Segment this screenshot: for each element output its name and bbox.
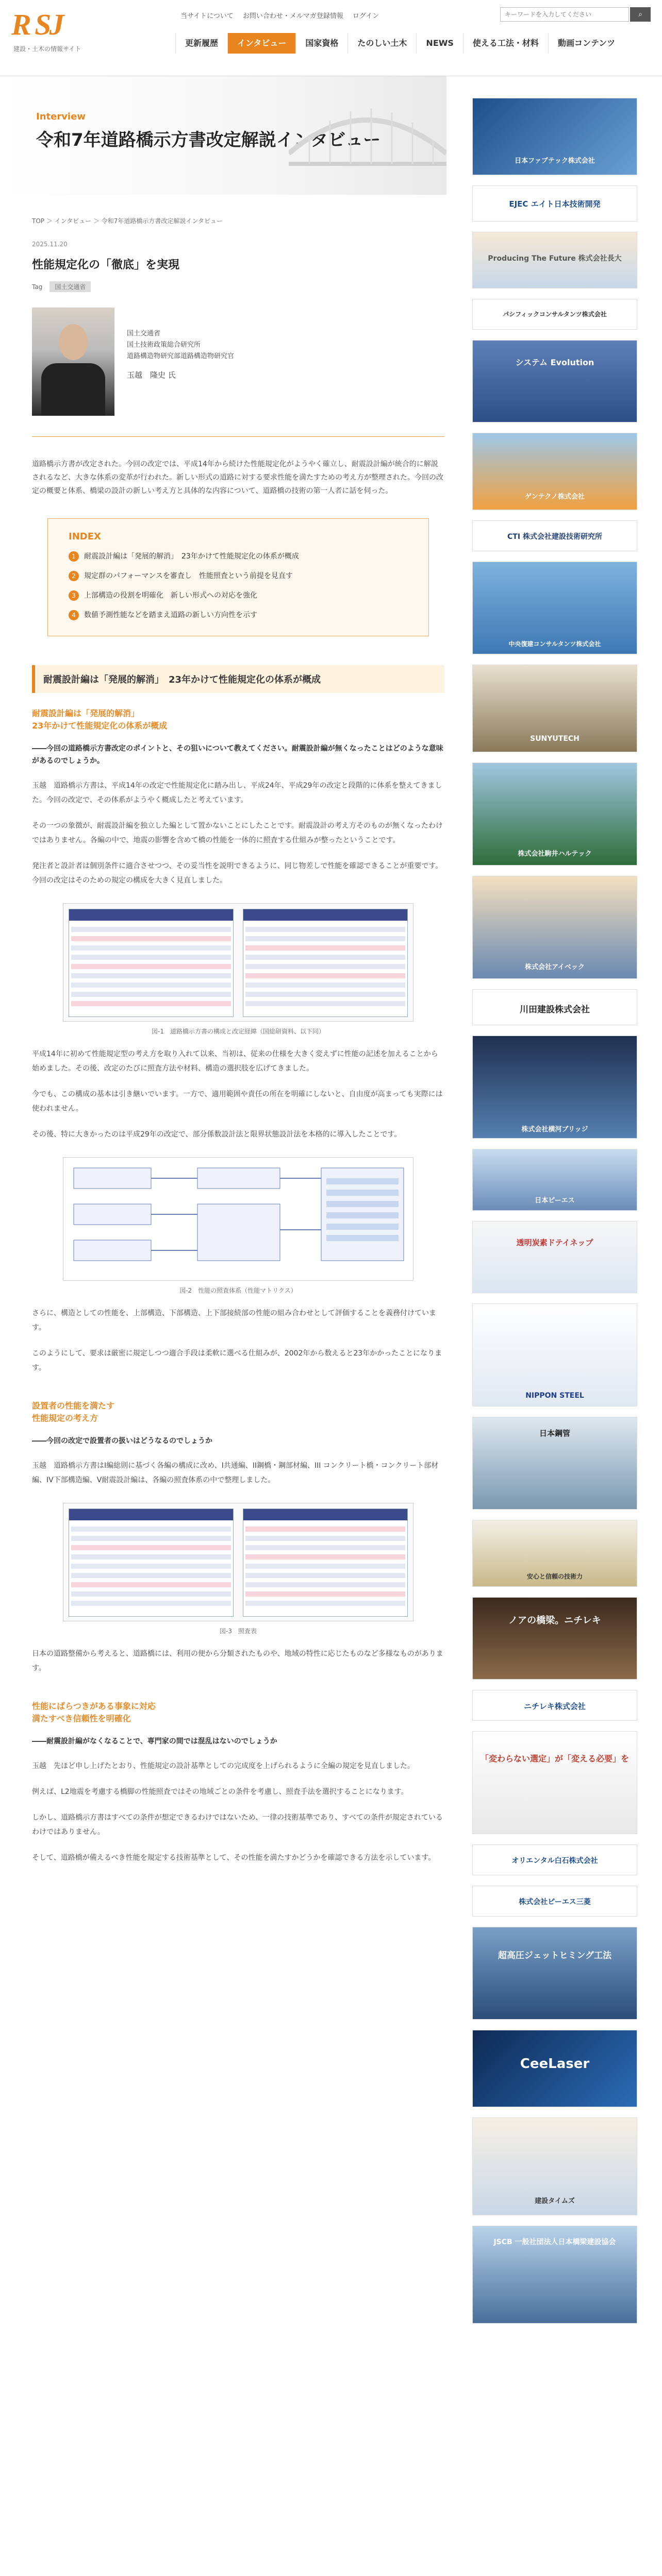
body-paragraph: 日本の道路整備から考えると、道路橋には、利用の便から分類されたものや、地域の特性に応じたものなど多様なものがあります。 (32, 1650, 443, 1672)
profile-text (127, 308, 234, 416)
site-logo[interactable] (11, 7, 81, 64)
figure-caption: 図-2 性能の照査体系（性能マトリクス） (179, 1287, 297, 1294)
nav-methods-materials[interactable]: 使える工法・材料 (463, 33, 548, 54)
interviewee-profile (32, 308, 444, 437)
sidebar-ad[interactable]: 安心と信頼の技術力 (472, 1520, 637, 1587)
sidebar-ad[interactable]: SUNYUTECH (472, 665, 637, 752)
sidebar-ads (472, 98, 637, 2334)
body-paragraph: 例えば、L2地震を考慮する橋脚の性能照査ではその地域ごとの条件を考慮し、照査手法を選択することになります。 (32, 1788, 408, 1796)
tag-label: Tag (32, 283, 43, 291)
profile-name: 玉越 隆史 氏 (127, 370, 176, 380)
profile-position: 道路構造物研究部道路構造物研究官 (127, 352, 235, 360)
body-paragraph: 平成14年に初めて性能規定型の考え方を取り入れて以来、当初は、従来の仕様を大きく変えずに性能の記述を加えることから始めました。その後、改定のたびに照査方法や材料、構造の選択肢を広げてきました。 (32, 1050, 438, 1073)
interview-question: ――耐震設計編がなくなることで、専門家の間では混乱はないのでしょうか (32, 1737, 277, 1745)
sidebar-ad[interactable]: EJEC エイト日本技術開発 (472, 185, 637, 222)
sidebar-ad[interactable]: 川田建設株式会社 (472, 989, 637, 1025)
performance-matrix-diagram (63, 1158, 414, 1281)
body-paragraph: その一つの象徴が、耐震設計編を独立した編として置かないことにしたことです。耐震設計の考え方そのものが無くなったわけではありません。各編の中で、地震の影響を含めて橋の性能を一体的に照査する仕組みが整ったということです。 (32, 822, 443, 844)
site-header (0, 0, 662, 76)
login-link[interactable]: ログイン (352, 12, 379, 20)
sidebar-ad[interactable]: ゲンテクノ株式会社 (472, 433, 637, 510)
sidebar-ad[interactable]: パシフィックコンサルタンツ株式会社 (472, 299, 637, 330)
bridge-illustration (289, 76, 446, 195)
body-paragraph: 今でも、この構成の基本は引き継いでいます。一方で、適用範囲や責任の所在を明確にしないと、自由度が高まっても実際には使われません。 (32, 1090, 443, 1113)
sidebar-ad[interactable]: 日本鋼管 (472, 1417, 637, 1510)
body-paragraph: このようにして、要求は厳密に規定しつつ適合手段は柔軟に選べる仕組みが、2002年から数えると23年かかったことになります。 (32, 1349, 442, 1372)
sidebar-ad[interactable]: 超高圧ジェットヒミング工法 (472, 1927, 637, 2020)
figure-1[interactable] (63, 903, 413, 1022)
post-date: 2025.11.20 (32, 241, 68, 248)
index-box (47, 518, 429, 636)
figure-caption: 図-3 照査表 (220, 1628, 257, 1635)
sidebar-ad[interactable]: 株式会社駒井ハルテック (472, 762, 637, 866)
figure-caption: 図-1 道路橋示方書の構成と改定経緯（国総研資料、以下同） (152, 1028, 325, 1035)
sidebar-ad[interactable]: CTI 株式会社建設技術研究所 (472, 520, 637, 551)
figure-2[interactable] (63, 1157, 413, 1281)
contact-link[interactable]: お問い合わせ・メルマガ登録情報 (242, 12, 343, 20)
sidebar-ad[interactable]: ノアの橋梁。ニチレキ (472, 1597, 637, 1680)
body-paragraph: しかし、道路橋示方書はすべての条件が想定できるわけではないため、一律の技術基準であり、すべての条件が規定されているわけではありません。 (32, 1814, 443, 1836)
sidebar-ad[interactable]: 中央復建コンサルタンツ株式会社 (472, 562, 637, 654)
index-number: 4 (69, 610, 79, 620)
sidebar-ad[interactable]: 「変わらない選定」が「変える必要」を (472, 1731, 637, 1834)
index-item[interactable]: 4 数値予測性能などを踏まえ道路の新しい方向性を示す (69, 610, 408, 620)
nav-interview[interactable]: インタビュー (227, 33, 295, 54)
top-utility-links (180, 10, 379, 20)
logo-mark: R SJ (11, 8, 62, 41)
page-title: 令和7年道路橋示方書改定解説インタビュー (36, 130, 381, 150)
index-number: 3 (69, 590, 79, 601)
figure-3[interactable] (63, 1503, 413, 1621)
sidebar-ad[interactable]: Producing The Future 株式会社長大 (472, 232, 637, 289)
section-heading: 耐震設計編は「発展的解消」 23年かけて性能規定化の体系が概成 (32, 665, 444, 693)
about-link[interactable]: 当サイトについて (180, 12, 234, 20)
index-number: 1 (69, 551, 79, 562)
section-subheading: 耐震設計編は「発展的解消」 23年かけて性能規定化の体系が概成 (32, 708, 168, 731)
hero-label: Interview (36, 111, 86, 122)
index-list (69, 551, 408, 620)
post-title: 性能規定化の「徹底」を実現 (32, 259, 180, 272)
nav-fun-civil[interactable]: たのしい土木 (347, 33, 416, 54)
search-icon: ⌕ (638, 10, 642, 19)
tag-row (32, 281, 444, 292)
sidebar-ad[interactable]: 株式会社横河ブリッジ (472, 1036, 637, 1139)
logo-tagline: 建設・土木の情報サイト (13, 45, 81, 53)
search-input[interactable] (500, 7, 629, 22)
sidebar-ad[interactable]: 株式会社ピーエス三菱 (472, 1886, 637, 1917)
body-paragraph: そして、道路橋が備えるべき性能を規定する技術基準として、その性能を満たすかどうかを確認できる方法を示しています。 (32, 1854, 436, 1862)
nav-news[interactable]: NEWS (416, 33, 463, 54)
article (32, 216, 444, 1865)
sidebar-ad[interactable]: JSCB 一般社団法人日本橋梁建設協会 (472, 2226, 637, 2324)
page-hero (0, 76, 446, 195)
sidebar-ad[interactable]: 日本ファブテック株式会社 (472, 98, 637, 175)
main-nav (175, 33, 624, 54)
nav-qualifications[interactable]: 国家資格 (295, 33, 347, 54)
body-paragraph: 玉越 先ほど申し上げたとおり、性能規定の設計基準としての完成度を上げられるように全編の規定を見直しました。 (32, 1762, 415, 1770)
nav-videos[interactable]: 動画コンテンツ (548, 33, 624, 54)
profile-org: 国土交通省 (127, 330, 161, 337)
section-subheading: 設置者の性能を満たす 性能規定の考え方 (32, 1401, 115, 1423)
index-item[interactable]: 2 規定群のパフォーマンスを審査し 性能照査という前提を見直す (69, 571, 408, 581)
breadcrumb[interactable]: TOP ＞ インタビュー ＞ 令和7年道路橋示方書改定解説インタビュー (32, 217, 223, 225)
nav-updates[interactable]: 更新履歴 (175, 33, 227, 54)
index-number: 2 (69, 571, 79, 581)
body-paragraph: 発注者と設計者は個別条件に適合させつつ、その妥当性を説明できるように、同じ物差しで性能を確認できることが重要です。今回の改定はそのための規定の構成を大きく見直しました。 (32, 862, 443, 885)
sidebar-ad[interactable]: 株式会社アイベック (472, 876, 637, 979)
tag-badge[interactable]: 国土交通省 (49, 281, 91, 292)
search-button[interactable] (630, 7, 651, 22)
profile-institute: 国土技術政策総合研究所 (127, 341, 201, 349)
sidebar-ad[interactable]: NIPPON STEEL (472, 1303, 637, 1406)
body-paragraph: 玉越 道路橋示方書は、平成14年の改定で性能規定化に踏み出し、平成24年、平成29年の改定と段階的に体系を整えてきました。今回の改定で、その体系がようやく概成したと考えています。 (32, 782, 442, 804)
sidebar-ad[interactable]: 日本ピーエス (472, 1149, 637, 1211)
sidebar-ad[interactable]: オリエンタル白石株式会社 (472, 1844, 637, 1875)
body-paragraph: さらに、構造としての性能を、上部構造、下部構造、上下部接続部の性能の組み合わせとして評価することを義務付けています。 (32, 1309, 436, 1332)
index-item[interactable]: 3 上部構造の役割を明確化 新しい形式への対応を強化 (69, 590, 408, 601)
sidebar-ad[interactable]: ニチレキ株式会社 (472, 1690, 637, 1721)
body-paragraph: その後、特に大きかったのは平成29年の改定で、部分係数設計法と限界状態設計法を本格的に導入したことです。 (32, 1130, 402, 1139)
interview-question: ――今回の道路橋示方書改定のポイントと、その狙いについて教えてください。耐震設計編が無くなったことはどのような意味があるのでしょうか。 (32, 744, 443, 765)
index-item[interactable]: 1 耐震設計編は「発展的解消」 23年かけて性能規定化の体系が概成 (69, 551, 408, 562)
body-paragraph: 玉越 道路橋示方書はI編総則に基づく各編の構成に改め、I共通編、II鋼橋・鋼部材編、III コンクリート橋・コンクリート部材編、IV下部構造編、V耐震設計編は、各編の照査体系の中で整理しました。 (32, 1462, 439, 1484)
interviewee-photo (32, 308, 114, 416)
sidebar-ad[interactable]: システム Evolution (472, 340, 637, 422)
sidebar-ad[interactable]: 透明炭素ドテイネップ (472, 1221, 637, 1293)
interview-question: ――今回の改定で設置者の扱いはどうなるのでしょうか (32, 1437, 212, 1445)
index-title: INDEX (69, 531, 101, 542)
lead-paragraph: 道路橋示方書が改定された。今回の改定では、平成14年から続けた性能規定化がようやく確立し、耐震設計編が統合的に解説されるなど、大きな体系の変革が行われた。新しい形式の道路に対する要求性能を満たすための考え方が整理された。今回の改定の概要と体系、橋梁の設計の新しい考え方と具体的な内容について、道路橋の技術の第一人者に話を伺った。 (32, 460, 443, 495)
sidebar-ad[interactable]: CeeLaser (472, 2030, 637, 2107)
sidebar-ad[interactable]: 建設タイムズ (472, 2117, 637, 2215)
section-subheading: 性能にばらつきがある事象に対応 満たすべき信頼性を明確化 (32, 1701, 156, 1723)
